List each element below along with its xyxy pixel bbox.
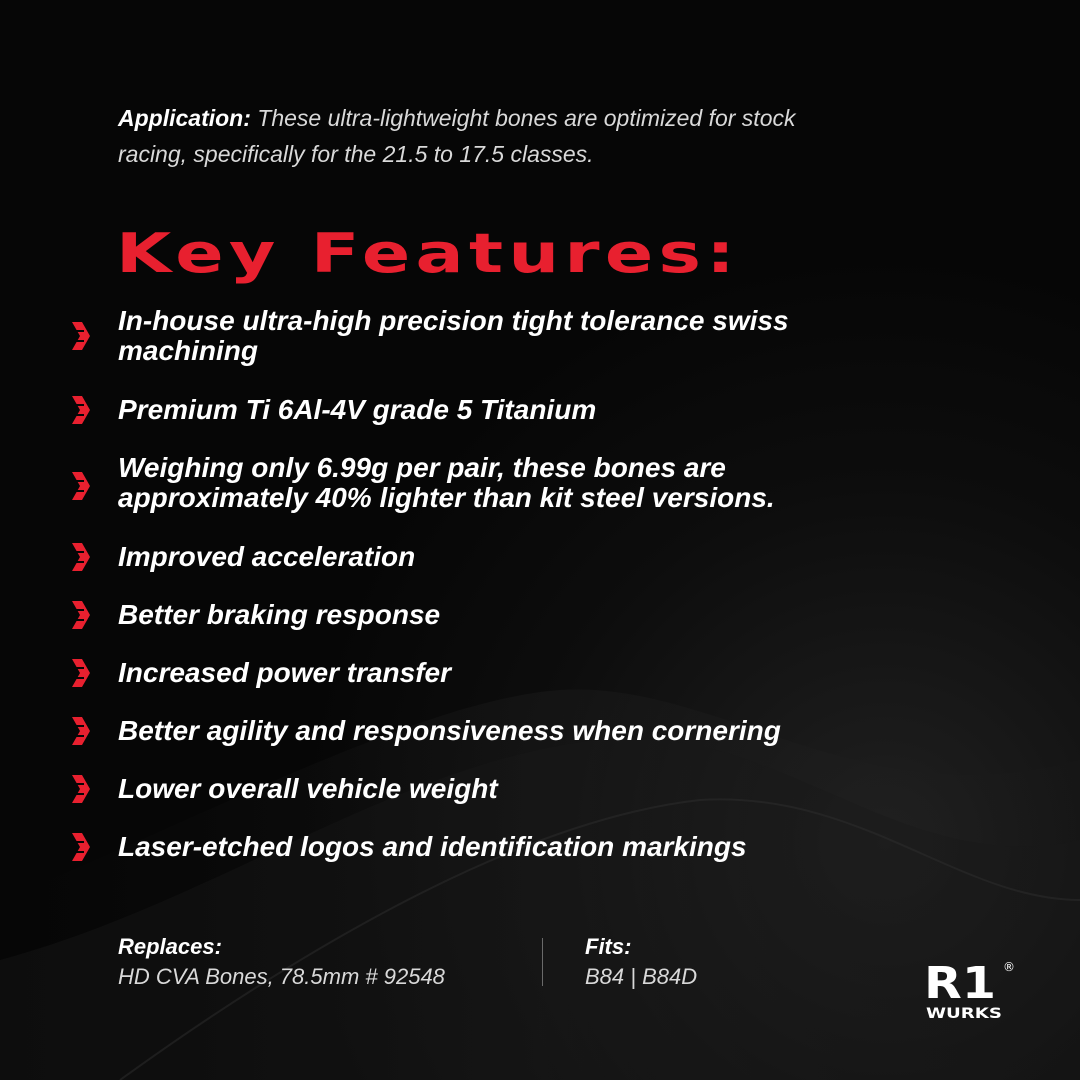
chevron-right-icon xyxy=(70,659,90,687)
chevron-right-icon xyxy=(70,322,90,350)
key-features-heading xyxy=(116,224,756,284)
chevron-right-icon xyxy=(70,601,90,629)
fits-value: B84 | B84D xyxy=(585,964,698,989)
chevron-right-icon xyxy=(70,717,90,745)
chevron-right-icon xyxy=(70,775,90,803)
chevron-right-icon xyxy=(70,833,90,861)
feature-text: Increased power transfer xyxy=(118,657,452,688)
application-label: Application: xyxy=(118,105,251,131)
spec-divider xyxy=(542,938,543,986)
feature-text: Premium Ti 6Al-4V grade 5 Titanium xyxy=(118,394,597,425)
logo-mark: ® xyxy=(1003,960,1015,974)
application-description: These ultra-lightweight bones are optimized for stock racing, specifically for the 21.5 to 17.5 classes. xyxy=(118,105,796,167)
chevron-right-icon xyxy=(70,396,90,424)
replaces-label: Replaces: xyxy=(118,934,222,959)
feature-text: In-house ultra-high precision tight tolerance swiss machining xyxy=(118,305,789,366)
logo-main: R1 xyxy=(924,958,996,1009)
feature-text: Improved acceleration xyxy=(118,541,416,572)
fits-label: Fits: xyxy=(585,934,632,959)
key-features-heading-text: Key Features: xyxy=(116,224,740,284)
feature-text: Lower overall vehicle weight xyxy=(118,773,498,804)
r1-wurks-logo xyxy=(924,958,1020,1024)
logo-sub: WURKS xyxy=(926,1006,1002,1022)
application-text xyxy=(118,100,838,172)
feature-text: Weighing only 6.99g per pair, these bones are approximately 40% lighter than kit steel versions. xyxy=(118,452,775,513)
chevron-right-icon xyxy=(70,472,90,500)
chevron-right-icon xyxy=(70,543,90,571)
replaces-value: HD CVA Bones, 78.5mm # 92548 xyxy=(118,964,445,989)
feature-text: Laser-etched logos and identification markings xyxy=(118,831,747,862)
feature-text: Better braking response xyxy=(118,599,441,630)
feature-text: Better agility and responsiveness when cornering xyxy=(118,715,781,746)
